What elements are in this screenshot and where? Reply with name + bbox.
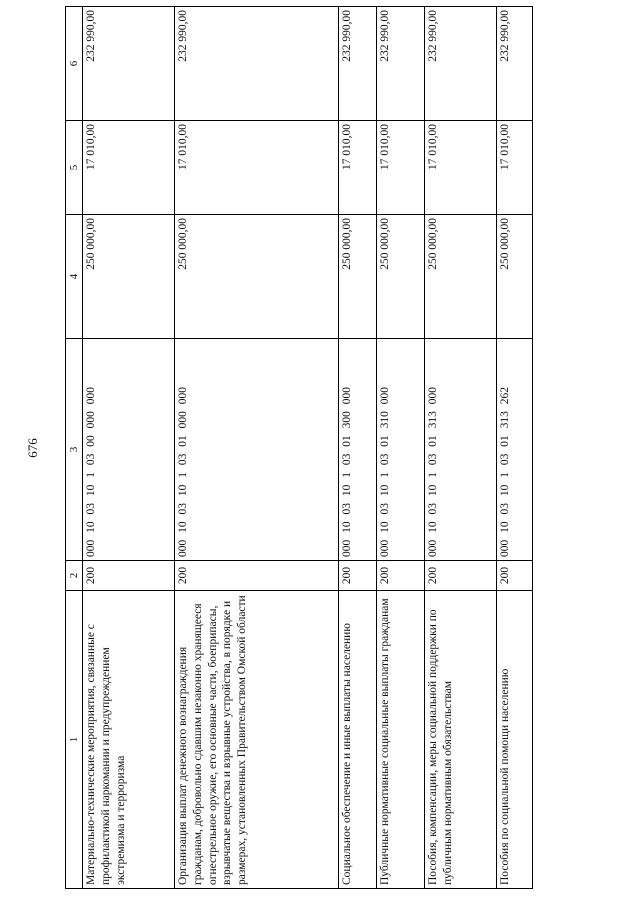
header-col-2: 2 bbox=[66, 561, 83, 591]
row-col6: 232 990,00 bbox=[83, 7, 175, 121]
row-code-b: 000 10 03 10 1 03 01 300 000 bbox=[339, 339, 377, 561]
row-code-b: 000 10 03 10 1 03 01 000 000 bbox=[175, 339, 339, 561]
row-name: Организация выплат денежного вознаграждения гражданам, добровольно сдавшим незаконно хранящееся огнестрельное оружие, его основные части, боеприпасы, взрывчатые вещества и взрывные устройства, в порядке и размерах, установленных Правительством Омской области bbox=[175, 591, 339, 889]
row-col4: 250 000,00 bbox=[425, 215, 497, 339]
table-row bbox=[339, 7, 377, 889]
row-col4: 250 000,00 bbox=[377, 215, 425, 339]
row-col4: 250 000,00 bbox=[497, 215, 533, 339]
row-col5: 17 010,00 bbox=[377, 121, 425, 215]
page-number: 676 bbox=[25, 438, 40, 458]
table-row bbox=[425, 7, 497, 889]
header-col-6: 6 bbox=[66, 7, 83, 121]
row-col4: 250 000,00 bbox=[83, 215, 175, 339]
row-code-a: 200 bbox=[497, 561, 533, 591]
header-col-1: 1 bbox=[66, 591, 83, 889]
row-code-a: 200 bbox=[377, 561, 425, 591]
row-name: Социальное обеспечение и иные выплаты населению bbox=[339, 591, 377, 889]
row-col6: 232 990,00 bbox=[425, 7, 497, 121]
table-row bbox=[377, 7, 425, 889]
header-row bbox=[66, 7, 83, 889]
table-row bbox=[83, 7, 175, 889]
row-code-b: 000 10 03 10 1 03 01 313 000 bbox=[425, 339, 497, 561]
table-row bbox=[175, 7, 339, 889]
row-col6: 232 990,00 bbox=[497, 7, 533, 121]
row-code-a: 200 bbox=[425, 561, 497, 591]
header-col-4: 4 bbox=[66, 215, 83, 339]
row-col5: 17 010,00 bbox=[497, 121, 533, 215]
row-col5: 17 010,00 bbox=[425, 121, 497, 215]
row-name: Пособия по социальной помощи населению bbox=[497, 591, 533, 889]
row-col6: 232 990,00 bbox=[175, 7, 339, 121]
header-col-5: 5 bbox=[66, 121, 83, 215]
row-code-b: 000 10 03 10 1 03 01 313 262 bbox=[497, 339, 533, 561]
row-col6: 232 990,00 bbox=[377, 7, 425, 121]
header-col-3: 3 bbox=[66, 339, 83, 561]
row-col5: 17 010,00 bbox=[175, 121, 339, 215]
row-col4: 250 000,00 bbox=[175, 215, 339, 339]
table-row bbox=[497, 7, 533, 889]
budget-table bbox=[65, 6, 533, 889]
row-col4: 250 000,00 bbox=[339, 215, 377, 339]
row-name: Публичные нормативные социальные выплаты гражданам bbox=[377, 591, 425, 889]
row-code-a: 200 bbox=[175, 561, 339, 591]
row-code-b: 000 10 03 10 1 03 01 310 000 bbox=[377, 339, 425, 561]
budget-table-container bbox=[65, 7, 543, 889]
row-col5: 17 010,00 bbox=[339, 121, 377, 215]
row-col6: 232 990,00 bbox=[339, 7, 377, 121]
row-code-b: 000 10 03 10 1 03 00 000 000 bbox=[83, 339, 175, 561]
row-col5: 17 010,00 bbox=[83, 121, 175, 215]
row-code-a: 200 bbox=[83, 561, 175, 591]
row-name: Материально-технические мероприятия, связанные с профилактикой наркомании и предупреждением экстремизма и терроризма bbox=[83, 591, 175, 889]
row-code-a: 200 bbox=[339, 561, 377, 591]
row-name: Пособия, компенсации, меры социальной поддержки по публичным нормативным обязательствам bbox=[425, 591, 497, 889]
